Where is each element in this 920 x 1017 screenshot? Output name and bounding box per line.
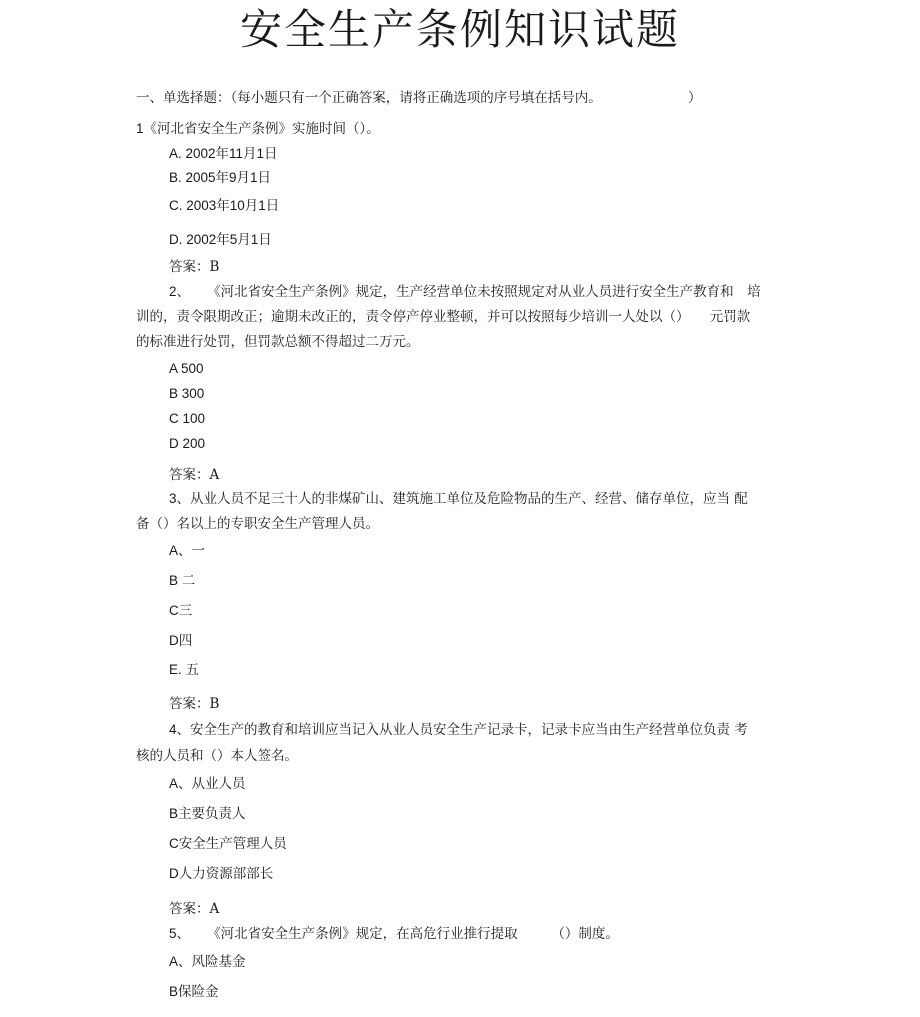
question-2-line-2: 训的，责令限期改正；逾期未改正的，责令停产停业整顿，并可以按照每少培训一人处以（） 元罚款 [136,309,751,325]
question-text: 《河北省安全生产条例》规定，生产经营单位未按照规定对从业人员进行安全生产教育和 培 [207,284,761,300]
question-text: 安全生产的教育和培训应当记入从业人员安全生产记录卡，记录卡应当由生产经营单位负责 考 [190,722,748,738]
question-number: 2、 [169,284,191,299]
question-number: 4、 [169,722,191,737]
question-text: 《河北省安全生产条例》实施时间（）。 [143,121,380,137]
question-number: 1 [136,121,144,136]
option: A. 2002年11月1日 [169,146,278,161]
answer: 答案：A [169,467,220,483]
option: B. 2005年9月1日 [169,170,272,185]
option: D四 [169,633,193,648]
option: C三 [169,603,193,618]
option: D. 2002年5月1日 [169,232,272,247]
option: A、从业人员 [169,776,246,791]
section-heading: 一、单选择题：（每小题只有一个正确答案，请将正确选项的序号填在括号内。 [136,90,602,106]
option: B主要负责人 [169,806,246,821]
question-number: 5、 [169,926,191,941]
question-1 [136,120,380,138]
answer: 答案：B [169,696,220,712]
section-heading-close: ） [688,90,702,106]
option: B 二 [169,573,196,588]
option: D 200 [169,436,206,451]
option: C安全生产管理人员 [169,836,287,851]
document-title: 安全生产条例知识试题 [239,5,680,54]
answer: 答案：A [169,901,220,917]
option: A、一 [169,543,206,558]
question-4-line-2: 核的人员和（）本人签名。 [136,748,298,764]
question-5 [169,925,619,943]
answer: 答案：B [169,259,220,275]
question-number: 3、 [169,491,191,506]
question-text: 从业人员不足三十人的非煤矿山、建筑施工单位及危险物品的生产、经营、储存单位，应当 配 [190,491,748,507]
option: B保险金 [169,984,219,999]
option: A、风险基金 [169,954,246,969]
question-3-line-1 [169,490,748,508]
option: C 100 [169,411,206,426]
question-4-line-1 [169,721,748,739]
option: D人力资源部部长 [169,866,274,881]
question-3-line-2: 备（）名以上的专职安全生产管理人员。 [136,516,379,532]
option: E. 五 [169,662,200,677]
question-2-line-3: 的标准进行处罚，但罚款总额不得超过二万元。 [136,334,420,350]
option: B 300 [169,386,205,401]
option: A 500 [169,361,204,376]
question-2-line-1 [169,283,761,301]
option: C. 2003年10月1日 [169,198,280,213]
question-text: 《河北省安全生产条例》规定，在高危行业推行提取 （）制度。 [207,926,619,942]
